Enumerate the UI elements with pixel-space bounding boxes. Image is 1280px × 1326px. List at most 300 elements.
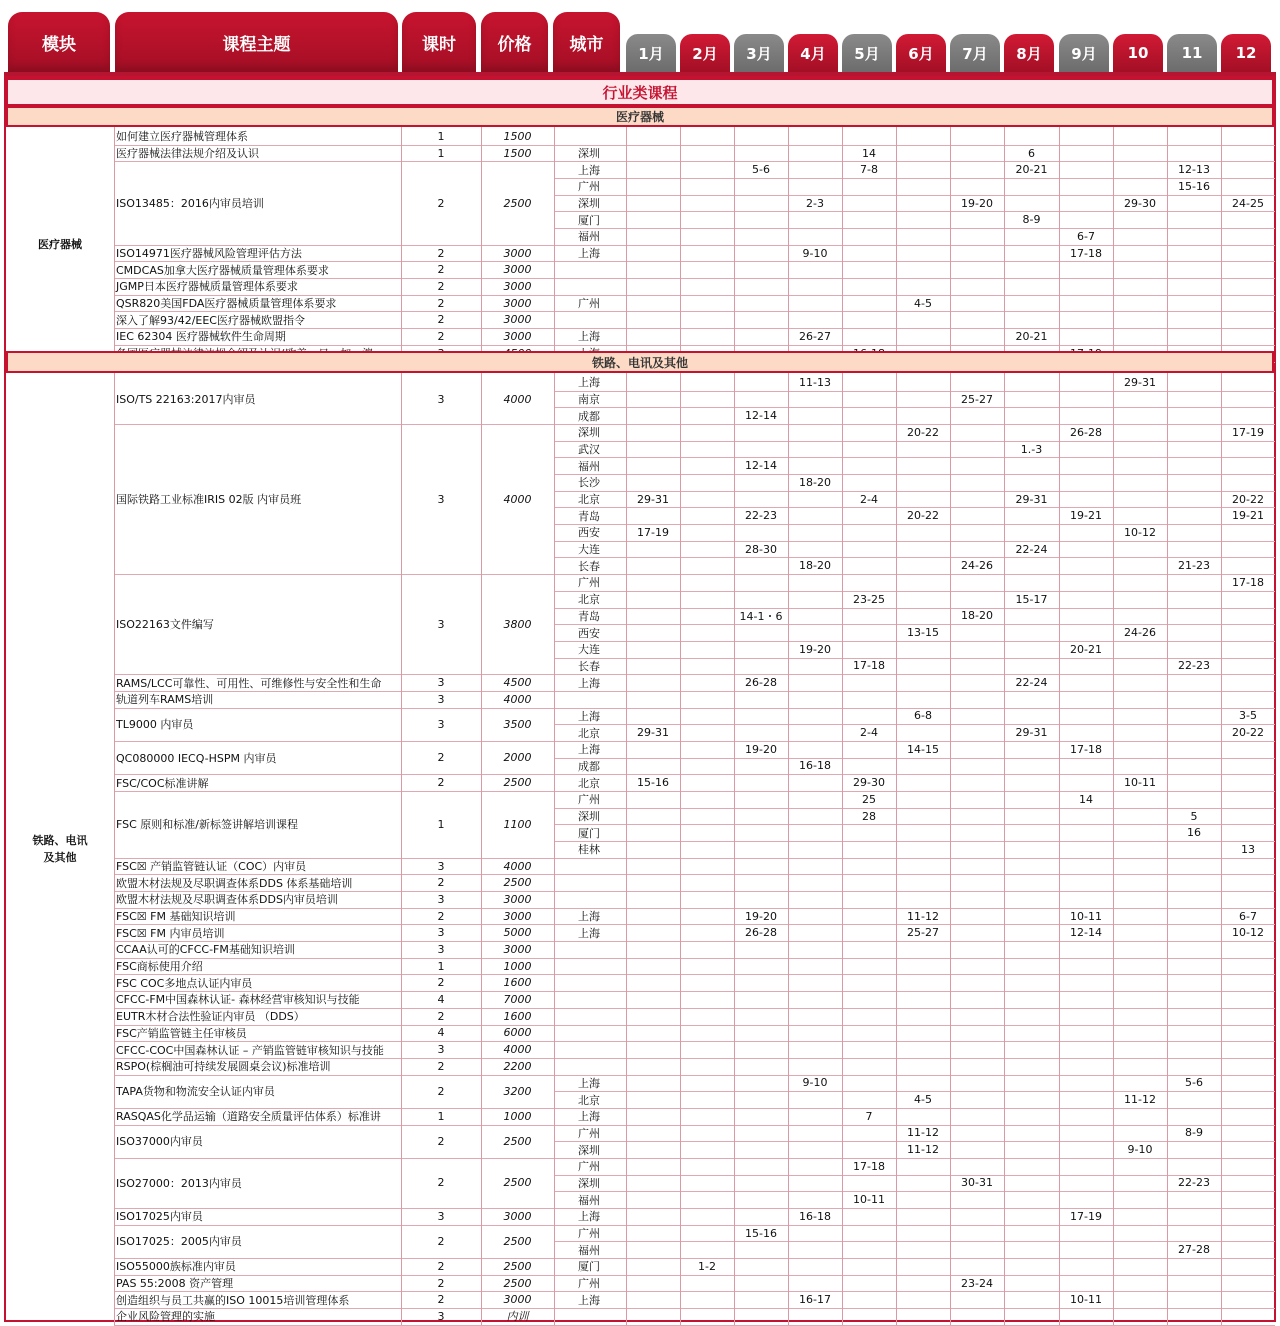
column-divider xyxy=(626,373,627,1325)
city-cell: 青岛 xyxy=(578,609,600,623)
date-cell: 28-30 xyxy=(745,542,777,556)
course-title: FSC☒ FM 基础知识培训 xyxy=(116,910,236,924)
course-price: 1600 xyxy=(503,976,532,990)
course-price: 2500 xyxy=(503,1259,532,1273)
city-cell: 长沙 xyxy=(578,476,600,490)
course-hours: 2 xyxy=(437,976,445,990)
city-cell: 成都 xyxy=(578,759,600,773)
course-hours: 3 xyxy=(437,676,445,690)
date-cell: 19-20 xyxy=(799,642,831,656)
course-price: 4000 xyxy=(503,392,532,406)
module-label: 铁路、电讯 及其他 xyxy=(32,834,88,865)
city-cell: 上海 xyxy=(578,910,600,924)
course-price: 3000 xyxy=(503,279,532,293)
column-divider xyxy=(1004,373,1005,1325)
course-price: 1100 xyxy=(503,817,532,831)
course-title: ISO/TS 22163:2017内审员 xyxy=(116,393,256,407)
city-cell: 深圳 xyxy=(578,1176,600,1190)
course-price: 2500 xyxy=(503,876,532,890)
date-cell: 23-25 xyxy=(853,592,885,606)
course-price: 4000 xyxy=(503,692,532,706)
course-hours: 3 xyxy=(437,1309,445,1323)
course-hours: 2 xyxy=(437,313,445,327)
course-title: FSC产销监管链主任审核员 xyxy=(116,1026,247,1040)
date-cell: 17-18 xyxy=(1232,575,1264,589)
month-tab: 10 xyxy=(1113,34,1163,72)
city-cell: 北京 xyxy=(578,776,600,790)
course-title: ISO17025：2005内审员 xyxy=(116,1235,242,1249)
city-cell: 上海 xyxy=(578,1210,600,1224)
date-cell: 16-18 xyxy=(799,1209,831,1223)
city-cell: 上海 xyxy=(578,926,600,940)
course-price: 2500 xyxy=(503,1234,532,1248)
column-divider xyxy=(1221,127,1222,362)
column-divider xyxy=(114,127,115,362)
course-price: 3200 xyxy=(503,1084,532,1098)
course-title: JGMP日本医疗器械质量管理体系要求 xyxy=(116,280,298,294)
column-divider xyxy=(896,127,897,362)
course-title: ISO37000内审员 xyxy=(116,1135,203,1149)
date-cell: 12-14 xyxy=(1070,926,1102,940)
date-cell: 24-26 xyxy=(961,559,993,573)
course-hours: 3 xyxy=(437,392,445,406)
city-cell: 福州 xyxy=(578,1243,600,1257)
course-title: 医疗器械法律法规介绍及认识 xyxy=(116,147,259,160)
date-cell: 11-12 xyxy=(907,1126,939,1140)
column-divider xyxy=(481,127,482,362)
course-hours: 2 xyxy=(437,909,445,923)
city-cell: 上海 xyxy=(578,1293,600,1307)
date-cell: 28 xyxy=(862,809,876,823)
course-title: QC080000 IECQ-HSPM 内审员 xyxy=(116,751,277,765)
course-hours: 3 xyxy=(437,1043,445,1057)
course-price: 2200 xyxy=(503,1059,532,1073)
course-hours: 2 xyxy=(437,1009,445,1023)
month-tab: 7月 xyxy=(950,34,1000,72)
city-cell: 成都 xyxy=(578,409,600,423)
course-price: 3000 xyxy=(503,1293,532,1307)
date-cell: 15-16 xyxy=(745,1226,777,1240)
date-cell: 25-27 xyxy=(907,926,939,940)
section-header: 医疗器械 xyxy=(6,106,1274,127)
city-cell: 上海 xyxy=(578,376,600,390)
city-cell: 深圳 xyxy=(578,1143,600,1157)
date-cell: 11-12 xyxy=(907,1143,939,1157)
month-tab: 9月 xyxy=(1059,34,1109,72)
date-cell: 8-9 xyxy=(1022,213,1041,227)
column-divider xyxy=(680,127,681,362)
city-cell: 上海 xyxy=(578,743,600,757)
date-cell: 10-11 xyxy=(1070,1293,1102,1307)
date-cell: 17-18 xyxy=(1070,246,1102,260)
city-cell: 广州 xyxy=(578,180,600,194)
date-cell: 12-14 xyxy=(745,409,777,423)
date-cell: 15-16 xyxy=(637,776,669,790)
course-hours: 2 xyxy=(437,263,445,277)
course-hours: 2 xyxy=(437,1276,445,1290)
course-title: FSC☒ FM 内审员培训 xyxy=(116,926,225,940)
date-cell: 26-27 xyxy=(799,329,831,343)
course-price: 2000 xyxy=(503,751,532,765)
course-hours: 2 xyxy=(437,776,445,790)
course-title: ISO27000：2013内审员 xyxy=(116,1176,242,1190)
date-cell: 1.-3 xyxy=(1020,442,1043,456)
header-tab: 课程主题 xyxy=(115,12,398,72)
course-title: ISO14971医疗器械风险管理评估方法 xyxy=(116,247,302,261)
course-hours: 2 xyxy=(437,1176,445,1190)
date-cell: 9-10 xyxy=(802,1076,828,1090)
date-cell: 20-22 xyxy=(907,509,939,523)
date-cell: 1-2 xyxy=(698,1259,716,1273)
course-hours: 4 xyxy=(437,992,445,1006)
column-divider xyxy=(1059,127,1060,362)
course-hours: 2 xyxy=(437,876,445,890)
city-cell: 西安 xyxy=(578,626,600,640)
city-cell: 广州 xyxy=(578,1126,600,1140)
course-hours: 3 xyxy=(437,1209,445,1223)
course-title: RASQAS化学品运输（道路安全质量评估体系）标准讲 xyxy=(116,1110,381,1124)
course-price: 3000 xyxy=(503,1209,532,1223)
date-cell: 17-19 xyxy=(1232,425,1264,439)
course-price: 1500 xyxy=(503,129,532,143)
city-cell: 长春 xyxy=(578,659,600,673)
course-title: FSC☒ 产销监管链认证（COC）内审员 xyxy=(116,860,307,874)
date-cell: 9-10 xyxy=(802,246,828,260)
date-cell: 2-4 xyxy=(860,492,878,506)
date-cell: 14-1・6 xyxy=(739,609,783,623)
column-divider xyxy=(734,127,735,362)
city-cell: 福州 xyxy=(578,230,600,244)
month-tab: 5月 xyxy=(842,34,892,72)
category-band: 行业类课程 xyxy=(6,78,1274,106)
city-cell: 福州 xyxy=(578,1193,600,1207)
date-cell: 11-12 xyxy=(907,909,939,923)
date-cell: 29-31 xyxy=(637,492,669,506)
date-cell: 19-21 xyxy=(1232,509,1264,523)
month-tab: 1月 xyxy=(626,34,676,72)
date-cell: 15-17 xyxy=(1015,592,1048,606)
city-cell: 上海 xyxy=(578,1076,600,1090)
course-hours: 1 xyxy=(437,129,445,143)
course-title: 如何建立医疗器械管理体系 xyxy=(116,130,248,144)
city-cell: 西安 xyxy=(578,526,600,540)
city-cell: 深圳 xyxy=(578,197,600,211)
date-cell: 4-5 xyxy=(914,1093,932,1107)
date-cell: 16-18 xyxy=(799,759,831,773)
course-price: 2500 xyxy=(503,776,532,790)
date-cell: 19-21 xyxy=(1070,509,1102,523)
course-hours: 2 xyxy=(437,246,445,260)
date-cell: 11-13 xyxy=(799,375,831,389)
city-cell: 广州 xyxy=(578,576,600,590)
city-cell: 厦门 xyxy=(578,1260,600,1274)
city-cell: 深圳 xyxy=(578,426,600,440)
course-hours: 2 xyxy=(437,1084,445,1098)
city-cell: 上海 xyxy=(578,330,600,344)
city-cell: 上海 xyxy=(578,709,600,723)
date-cell: 8-9 xyxy=(1185,1126,1203,1140)
course-price: 3000 xyxy=(503,892,532,906)
course-title: FSC商标使用介绍 xyxy=(116,960,203,974)
course-price: 3000 xyxy=(503,329,532,343)
course-title: CFCC-FM中国森林认证- 森林经营审核知识与技能 xyxy=(116,993,360,1007)
city-cell: 大连 xyxy=(578,643,600,657)
column-divider xyxy=(1221,373,1222,1325)
course-title: 欧盟木材法规及尽职调查体系DDS 体系基础培训 xyxy=(116,876,353,890)
course-price: 4500 xyxy=(503,676,532,690)
course-price: 3000 xyxy=(503,246,532,260)
header-tab: 价格 xyxy=(481,12,548,72)
month-tab: 4月 xyxy=(788,34,838,72)
course-title: TL9000 内审员 xyxy=(116,718,194,732)
column-divider xyxy=(896,373,897,1325)
date-cell: 2-3 xyxy=(806,196,824,210)
course-price: 3500 xyxy=(503,717,532,731)
course-title: IEC 62304 医疗器械软件生命周期 xyxy=(116,330,286,344)
date-cell: 29-31 xyxy=(637,726,669,740)
course-title: CFCC-COC中国森林认证 – 产销监管链审核知识与技能 xyxy=(116,1043,384,1057)
city-cell: 北京 xyxy=(578,593,600,607)
date-cell: 26-28 xyxy=(1070,425,1102,439)
date-cell: 6-8 xyxy=(914,709,932,723)
date-cell: 25-27 xyxy=(961,392,993,406)
course-title: RSPO(棕榈油可持续发展圆桌会议)标准培训 xyxy=(116,1060,331,1074)
month-tab: 2月 xyxy=(680,34,730,72)
date-cell: 22-23 xyxy=(745,509,777,523)
course-price: 3000 xyxy=(503,313,532,327)
date-cell: 11-12 xyxy=(1124,1093,1156,1107)
course-hours: 2 xyxy=(437,296,445,310)
column-divider xyxy=(1113,127,1114,362)
date-cell: 26-28 xyxy=(745,676,777,690)
column-divider xyxy=(950,127,951,362)
course-hours: 2 xyxy=(437,279,445,293)
date-cell: 7-8 xyxy=(860,163,878,177)
date-cell: 15-16 xyxy=(1178,179,1210,193)
date-cell: 5-6 xyxy=(752,163,770,177)
course-hours: 3 xyxy=(437,892,445,906)
column-divider xyxy=(626,127,627,362)
course-price: 4000 xyxy=(503,492,532,506)
course-hours: 1 xyxy=(437,959,445,973)
date-cell: 10-11 xyxy=(1070,909,1102,923)
date-cell: 30-31 xyxy=(961,1176,993,1190)
date-cell: 22-24 xyxy=(1015,676,1048,690)
date-cell: 25 xyxy=(862,792,876,806)
course-title: EUTR木材合法性验证内审员 （DDS） xyxy=(116,1010,305,1024)
header-tab: 城市 xyxy=(553,12,620,72)
date-cell: 27-28 xyxy=(1178,1243,1210,1257)
course-price: 1000 xyxy=(503,959,532,973)
course-hours: 2 xyxy=(437,751,445,765)
column-divider xyxy=(842,373,843,1325)
city-cell: 武汉 xyxy=(578,443,600,457)
column-divider xyxy=(842,127,843,362)
date-cell: 17-18 xyxy=(853,659,885,673)
course-price: 2500 xyxy=(503,1134,532,1148)
course-title: ISO22163文件编写 xyxy=(116,618,214,632)
course-hours: 3 xyxy=(437,859,445,873)
course-hours: 3 xyxy=(437,692,445,706)
date-cell: 20-22 xyxy=(1232,492,1264,506)
city-cell: 福州 xyxy=(578,459,600,473)
course-hours: 3 xyxy=(437,926,445,940)
date-cell: 19-20 xyxy=(745,742,777,756)
course-hours: 4 xyxy=(437,1026,445,1040)
course-title: 国际铁路工业标准IRIS 02版 内审员班 xyxy=(116,493,302,507)
city-cell: 深圳 xyxy=(578,810,600,823)
course-title: 创造组织与员工共赢的ISO 10015培训管理体系 xyxy=(116,1293,350,1307)
column-divider xyxy=(401,373,402,1325)
column-divider xyxy=(1004,127,1005,362)
column-divider xyxy=(788,127,789,362)
column-divider xyxy=(680,373,681,1325)
course-hours: 2 xyxy=(437,1134,445,1148)
course-title: CCAA认可的CFCC-FM基础知识培训 xyxy=(116,943,295,957)
date-cell: 17-19 xyxy=(637,525,669,539)
city-cell: 青岛 xyxy=(578,509,600,523)
header-tab: 模块 xyxy=(8,12,110,72)
course-title: FSC 原则和标准/新标签讲解培训课程 xyxy=(116,818,298,832)
city-cell: 上海 xyxy=(578,1110,600,1124)
column-divider xyxy=(788,373,789,1325)
course-title: 欧盟木材法规及尽职调查体系DDS内审员培训 xyxy=(116,893,338,907)
course-hours: 3 xyxy=(437,492,445,506)
date-cell: 5-6 xyxy=(1185,1076,1203,1090)
city-cell: 上海 xyxy=(578,247,600,261)
date-cell: 12-14 xyxy=(745,459,777,473)
course-price: 3000 xyxy=(503,263,532,277)
course-price: 4000 xyxy=(503,859,532,873)
course-price: 5000 xyxy=(503,926,532,940)
date-cell: 10-12 xyxy=(1232,926,1264,940)
column-divider xyxy=(734,373,735,1325)
date-cell: 6 xyxy=(1028,146,1035,160)
date-cell: 12-13 xyxy=(1178,163,1210,177)
date-cell: 24-25 xyxy=(1232,196,1264,210)
column-divider xyxy=(1167,373,1168,1325)
course-title: ISO55000族标准内审员 xyxy=(116,1260,236,1274)
course-title: 企业风险管理的实施 xyxy=(116,1310,215,1324)
date-cell: 22-23 xyxy=(1178,659,1210,673)
date-cell: 19-20 xyxy=(745,909,777,923)
date-cell: 16 xyxy=(1187,826,1201,840)
date-cell: 6-7 xyxy=(1077,229,1095,243)
course-title: PAS 55:2008 资产管理 xyxy=(116,1277,234,1291)
course-price: 1600 xyxy=(503,1009,532,1023)
date-cell: 19-20 xyxy=(961,196,993,210)
course-hours: 2 xyxy=(437,1293,445,1307)
course-hours: 1 xyxy=(437,817,445,831)
date-cell: 2-4 xyxy=(860,726,878,740)
date-cell: 9-10 xyxy=(1127,1143,1153,1157)
course-price: 3000 xyxy=(503,909,532,923)
date-cell: 22-24 xyxy=(1015,542,1048,556)
course-price: 7000 xyxy=(503,992,532,1006)
date-cell: 17-19 xyxy=(1070,1209,1102,1223)
date-cell: 20-21 xyxy=(1015,163,1048,177)
course-price: 2500 xyxy=(503,1176,532,1190)
course-price: 内训 xyxy=(506,1310,529,1324)
course-price: 1500 xyxy=(503,146,532,160)
course-hours: 2 xyxy=(437,1259,445,1273)
date-cell: 23-24 xyxy=(961,1276,993,1290)
date-cell: 29-30 xyxy=(853,776,885,790)
course-price: 1000 xyxy=(503,1109,532,1123)
month-tab: 3月 xyxy=(734,34,784,72)
course-title: QSR820美国FDA医疗器械质量管理体系要求 xyxy=(116,297,337,311)
column-divider xyxy=(481,373,482,1325)
city-cell: 广州 xyxy=(578,1227,600,1240)
course-hours: 2 xyxy=(437,196,445,210)
course-title: 轨道列车RAMS培训 xyxy=(116,693,214,707)
date-cell: 6-7 xyxy=(1239,909,1257,923)
date-cell: 18-20 xyxy=(799,475,831,489)
course-hours: 1 xyxy=(437,146,445,160)
course-price: 3000 xyxy=(503,296,532,310)
course-hours: 3 xyxy=(437,717,445,731)
city-cell: 北京 xyxy=(578,1093,600,1107)
date-cell: 10-11 xyxy=(1124,776,1156,790)
month-tab: 11 xyxy=(1167,34,1217,72)
city-cell: 北京 xyxy=(578,493,600,507)
city-cell: 厦门 xyxy=(578,213,600,227)
course-price: 4000 xyxy=(503,1043,532,1057)
course-price: 2500 xyxy=(503,1276,532,1290)
section-header: 铁路、电讯及其他 xyxy=(6,351,1274,373)
course-hours: 3 xyxy=(437,942,445,956)
column-divider xyxy=(114,373,115,1325)
course-price: 3000 xyxy=(503,942,532,956)
date-cell: 10-11 xyxy=(853,1193,885,1207)
date-cell: 29-30 xyxy=(1124,196,1156,210)
date-cell: 20-21 xyxy=(1015,329,1048,343)
course-hours: 3 xyxy=(437,617,445,631)
city-cell: 广州 xyxy=(578,297,600,311)
date-cell: 16-17 xyxy=(799,1293,831,1307)
course-title: FSC COC多地点认证内审员 xyxy=(116,976,253,990)
date-cell: 21-23 xyxy=(1178,559,1210,573)
course-title: FSC/COC标准讲解 xyxy=(116,776,209,790)
course-price: 3800 xyxy=(503,617,532,631)
date-cell: 22-23 xyxy=(1178,1176,1210,1190)
date-cell: 20-22 xyxy=(1232,726,1264,740)
course-title: 深入了解93/42/EEC医疗器械欧盟指令 xyxy=(116,313,305,327)
city-cell: 南京 xyxy=(578,393,600,406)
month-tab: 12 xyxy=(1221,34,1271,72)
column-divider xyxy=(401,127,402,362)
date-cell: 20-21 xyxy=(1070,642,1102,656)
date-cell: 29-31 xyxy=(1015,492,1048,506)
course-hours: 1 xyxy=(437,1109,445,1123)
month-tab: 6月 xyxy=(896,34,946,72)
date-cell: 29-31 xyxy=(1124,375,1156,389)
module-label: 医疗器械 xyxy=(38,238,82,252)
city-cell: 桂林 xyxy=(578,843,600,857)
city-cell: 上海 xyxy=(578,676,600,690)
date-cell: 14 xyxy=(1079,792,1093,806)
course-price: 2500 xyxy=(503,196,532,210)
column-divider xyxy=(1059,373,1060,1325)
column-divider xyxy=(1113,373,1114,1325)
city-cell: 厦门 xyxy=(578,826,600,840)
date-cell: 5 xyxy=(1190,809,1198,823)
date-cell: 7 xyxy=(865,1109,873,1123)
city-cell: 大连 xyxy=(578,543,600,557)
city-cell: 北京 xyxy=(578,726,600,740)
date-cell: 14-15 xyxy=(907,742,939,756)
course-title: CMDCAS加拿大医疗器械质量管理体系要求 xyxy=(116,263,329,277)
